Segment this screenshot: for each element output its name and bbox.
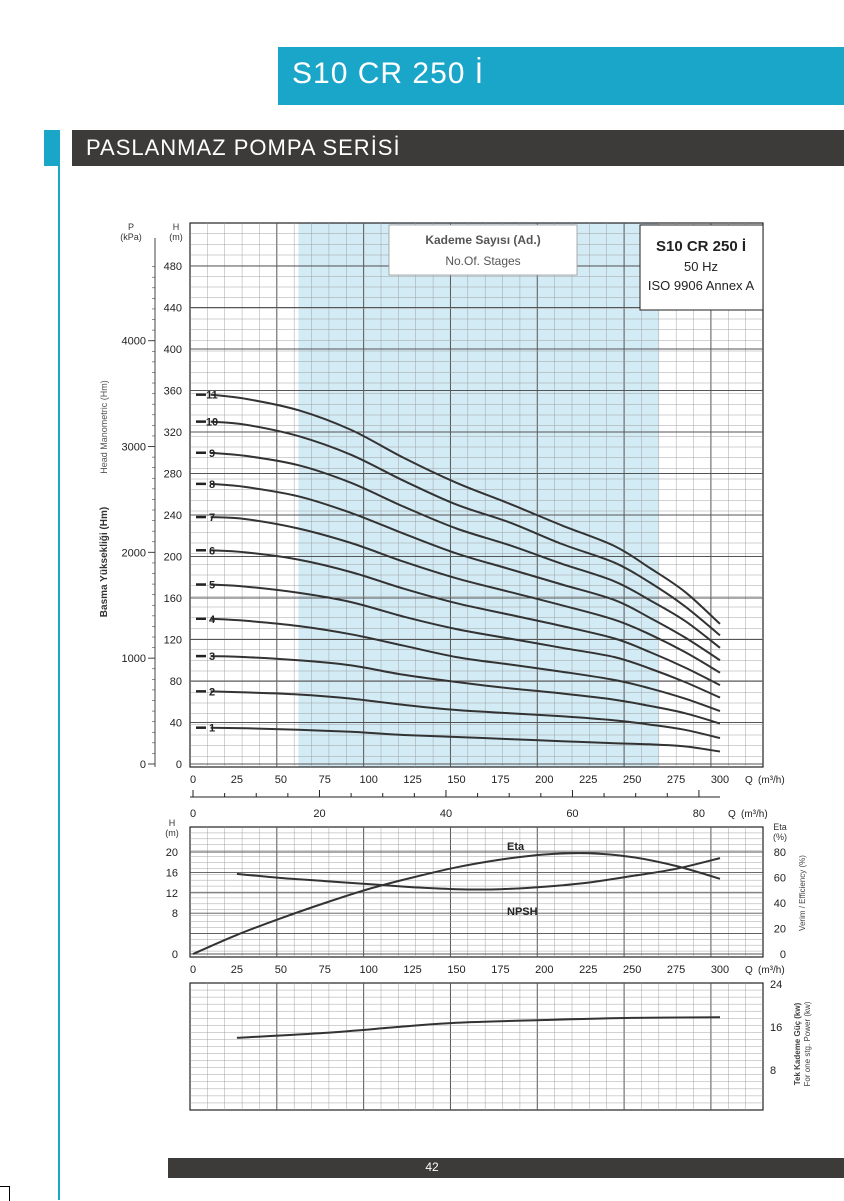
q-tick-label: 25 [230, 774, 244, 786]
npsh-chart-grid [190, 827, 763, 957]
q-tick-label: 300 [710, 774, 730, 786]
eta-tick-label: 40 [773, 898, 786, 910]
q-axis-unit: (m³/h) [758, 775, 785, 786]
q-tick-label: 25 [230, 964, 244, 976]
legend-title: Kademe Sayısı (Ad.) [425, 233, 541, 247]
stage-label: 7 [208, 512, 216, 525]
eta-tick-label: 20 [773, 923, 786, 936]
q-tick-label: 100 [359, 774, 378, 786]
power-tick-label: 24 [770, 979, 783, 991]
stage-label: 4 [208, 613, 216, 626]
stage-label: 11 [206, 389, 218, 402]
h-tick-label: 160 [163, 593, 182, 605]
h-tick-label: 8 [171, 908, 178, 921]
power-chart-labels [770, 979, 812, 1086]
h-tick-label: 40 [169, 717, 182, 730]
q-axis-label: Q [745, 965, 753, 976]
h-tick-label: 320 [163, 427, 182, 439]
page-title: S10 CR 250 İ [292, 57, 485, 90]
eta-curve-label: Eta [507, 841, 525, 853]
stage-label: 6 [208, 545, 216, 558]
q-tick-label: 150 [447, 774, 466, 786]
q-tick-label: 75 [318, 964, 331, 976]
h-tick-label: 80 [169, 676, 182, 688]
h-tick-label: 120 [163, 634, 182, 647]
p-axis-label: P [127, 222, 135, 232]
power-curve [237, 1017, 720, 1038]
model-standard: ISO 9906 Annex A [647, 278, 755, 293]
h-tick-label: 200 [163, 551, 182, 564]
q-tick-label: 175 [491, 964, 510, 976]
crop-mark [0, 1186, 10, 1201]
h-tick-label: 440 [163, 302, 182, 315]
stage-label: 5 [208, 579, 216, 592]
model-frequency: 50 Hz [684, 259, 718, 274]
page-number: 42 [425, 1160, 439, 1174]
stage-label: 1 [208, 722, 216, 735]
p-tick-label: 1000 [121, 653, 146, 666]
q-axis-label: Q [745, 775, 753, 786]
secondary-q-tick-label: 20 [313, 808, 326, 820]
footer-bar [168, 1158, 844, 1178]
h-tick-label: 280 [163, 468, 182, 481]
stage-label: 8 [208, 478, 216, 491]
stage-label: 3 [208, 651, 216, 664]
y-axis-title-en: Head Manometric (Hm) [99, 380, 109, 474]
stage-label: 2 [208, 686, 216, 699]
series-title: PASLANMAZ POMPA SERİSİ [86, 135, 401, 160]
p-tick-label: 4000 [121, 335, 146, 348]
q-tick-label: 275 [666, 774, 686, 786]
h-tick-label: 360 [163, 385, 182, 398]
h-tick-label: 240 [163, 510, 182, 522]
power-axis-title-tr: Tek Kademe Güç (kw) [793, 1002, 802, 1086]
secondary-q-axis-label: Q [728, 809, 736, 820]
stage-label: 10 [205, 416, 219, 429]
model-info-box [640, 225, 763, 310]
q-tick-label: 50 [274, 774, 287, 786]
q-tick-label: 225 [579, 774, 598, 786]
eta-tick-label: 80 [773, 847, 786, 859]
q-tick-label: 300 [710, 964, 730, 976]
q-tick-label: 275 [666, 964, 686, 976]
q-tick-label: 125 [403, 964, 422, 976]
power-axis-title-en: For one stg. Power (kw) [803, 1001, 812, 1087]
secondary-q-tick-label: 80 [692, 808, 706, 820]
h-tick-label: 20 [165, 847, 178, 859]
h-tick-label: 12 [165, 887, 178, 900]
eta-axis-label: Eta [773, 822, 787, 832]
eta-tick-label: 0 [779, 949, 786, 961]
secondary-q-tick-label: 0 [189, 808, 197, 820]
h-tick-label: 16 [165, 867, 178, 880]
q-tick-label: 0 [189, 964, 197, 976]
h-axis-label: H [172, 222, 180, 232]
q-tick-label: 100 [359, 964, 378, 976]
secondary-q-tick-label: 40 [439, 808, 453, 820]
eta-axis-unit: (%) [773, 832, 787, 842]
q-tick-label: 75 [318, 774, 331, 786]
p-axis-unit: (kPa) [120, 232, 142, 242]
npsh-curve-label: NPSH [507, 906, 538, 918]
secondary-q-axis-unit: (m³/h) [741, 809, 768, 820]
h-tick-label: 0 [175, 759, 182, 771]
legend-subtitle: No.Of. Stages [445, 254, 521, 268]
stages-legend-box [389, 225, 577, 275]
p-tick-label: 0 [139, 759, 146, 771]
h-tick-label: 0 [171, 949, 178, 961]
h-axis-label: H [168, 818, 176, 828]
power-tick-label: 8 [770, 1065, 777, 1077]
p-tick-label: 3000 [121, 441, 146, 454]
power-chart-grid [190, 983, 763, 1110]
h-tick-label: 480 [163, 261, 182, 273]
eta-tick-label: 60 [773, 872, 786, 885]
q-tick-label: 50 [274, 964, 287, 976]
stage-label: 9 [208, 447, 216, 460]
p-tick-label: 2000 [121, 547, 146, 560]
model-name: S10 CR 250 İ [655, 238, 747, 255]
q-tick-label: 225 [579, 964, 598, 976]
q-tick-label: 150 [447, 964, 466, 976]
q-tick-label: 250 [622, 964, 642, 976]
q-tick-label: 200 [535, 964, 554, 976]
h-axis-unit: (m) [165, 828, 179, 838]
q-tick-label: 250 [622, 774, 642, 786]
q-tick-label: 0 [189, 774, 197, 786]
power-chart-curves [237, 1017, 720, 1038]
h-tick-label: 400 [163, 344, 182, 356]
h-axis-unit: (m) [169, 232, 183, 242]
q-tick-label: 125 [403, 774, 422, 786]
secondary-q-tick-label: 60 [566, 808, 579, 820]
q-tick-label: 175 [491, 774, 510, 786]
efficiency-axis-title: Verim / Efficiency (%) [798, 855, 807, 931]
q-tick-label: 200 [535, 774, 554, 786]
y-axis-title-tr: Basma Yüksekliği (Hm) [99, 506, 110, 618]
power-tick-label: 16 [770, 1022, 783, 1034]
q-axis-unit: (m³/h) [758, 965, 785, 976]
